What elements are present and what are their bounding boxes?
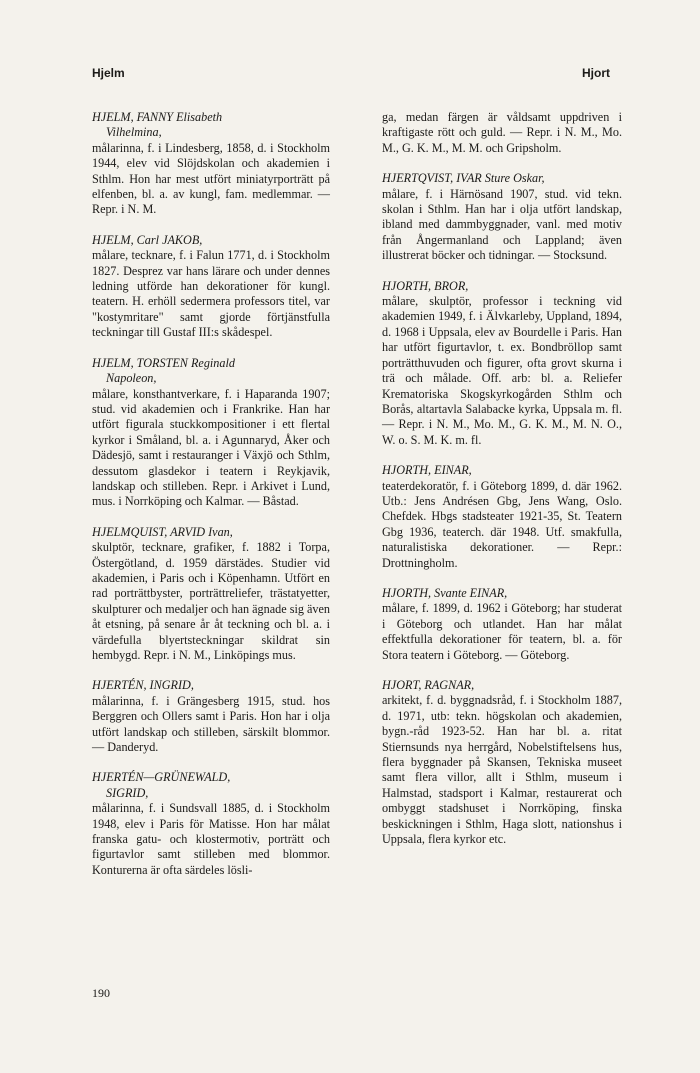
entry — [382, 463, 622, 571]
entry-text: målarinna, f. i Sundsvall 1885, d. i Stockholm 1948, elev i Paris för Matisse. Hon har målat franska gatu- och klostermotiv, porträtt och figurtavlor samt stilleben med blommor. Konturerna är ofta särdeles lösli- — [92, 801, 330, 877]
entry-text: arkitekt, f. d. byggnadsråd, f. i Stockholm 1887, d. 1971, utb: tekn. högskolan och akademien, bygn.-råd 1923-52. Han har bl. a. ritat Stiernsunds nya herrgård, Nobelstiftelsens hus, flera byggnader på Skansen, Tekniska museet samt flera villor, allt i Sthlm, museum i Halmstad, stadsport i Kalmar, restaurerat och ombyggt stadshuset i Norrköping, finska beskickningen i Sthlm, Haga slott, nationshus i Uppsala, flera kyrkor etc. — [382, 693, 622, 847]
entry-heading: HJORT, RAGNAR, — [382, 678, 475, 692]
entry — [382, 678, 622, 847]
entry — [92, 110, 330, 218]
entry-heading: HJELM, TORSTEN Reginald Napoleon, — [92, 355, 235, 386]
entry — [92, 525, 330, 664]
entry — [382, 279, 622, 448]
entry — [382, 586, 622, 663]
entry-heading: HJERTÉN, INGRID, — [92, 678, 194, 693]
running-head-left: Hjelm — [92, 66, 125, 80]
entry-heading: HJERTÉN—GRÜNEWALD, SIGRID, — [92, 770, 231, 800]
left-column — [92, 110, 330, 893]
continued-text: ga, medan färgen är våldsamt uppdriven i kraftigaste rött och guld. — Repr. i N. M., Mo. M., G. K. M., M. M. och Gripsholm. — [382, 110, 622, 155]
entry-heading: HJORTH, EINAR, — [382, 463, 472, 478]
entry-text: målare, f. 1899, d. 1962 i Göteborg; har studerat i Göteborg och utlandet. Han har målat effektfulla dekorationer för teatern, bl. a. för Stora teatern i Göteborg. — Göteborg. — [382, 601, 622, 662]
entry-text: målare, skulptör, professor i teckning vid akademien 1949, f. i Älvkarleby, Uppland, 1894, d. 1968 i Uppsala, elev av Bourdelle i Paris. Han har utfört figurtavlor, t. ex. Bondbröllop samt porträtthuvuden och figurer, ofta grovt skurna i trä och målade. Off. arb: bl. a. Reliefer Krematoriska Skogskyrkogården Sthlm och Borås, altartavla Salabacke kyrka, Uppsala m. fl. — Repr. i N. M., Mo. M., G. K. M., M. N. O., W. o. S. M. K. m. fl. — [382, 294, 622, 447]
entry — [92, 356, 330, 510]
right-column — [382, 110, 622, 862]
entry-text: målarinna, f. i Grängesberg 1915, stud. hos Berggren och Ollers samt i Paris. Hon har i olja utfört landskap och stilleben, särskilt blommor. — Danderyd. — [92, 693, 330, 755]
entry — [92, 678, 330, 755]
entry-heading: HJERTQVIST, IVAR Sture Oskar, — [382, 171, 545, 186]
entry — [92, 770, 330, 878]
entry-text: målare, tecknare, f. i Falun 1771, d. i Stockholm 1827. Desprez var hans lärare och under dennes ledning utförde han dekorationer för kungl. teatern. H. erhöll sedermera professors titel, var "kostymritare" samt gjorde förtjänstfulla teckningar till Gustaf III:s skådespel. — [92, 248, 330, 340]
entry-text: målarinna, f. i Lindesberg, 1858, d. i Stockholm 1944, elev vid Slöjdskolan och akademien i Sthlm. Hon har mest utfört miniatyrporträtt på elfenben, bl. a. av kungl, fam. medlemmar. — Repr. i N. M. — [92, 140, 330, 217]
entry — [382, 171, 622, 263]
entry-text: målare, f. i Härnösand 1907, stud. vid tekn. skolan i Sthlm. Han har i olja utfört landskap, ibland med dammbyggnader, vanl. med motiv från Ångermanland och Lappland; även illustrerat böcker och tidningar. — Stocksund. — [382, 186, 622, 263]
running-head-right: Hjort — [582, 66, 610, 80]
entry-heading: HJELM, Carl JAKOB, — [92, 232, 203, 247]
entry-heading: HJORTH, Svante EINAR, — [382, 585, 508, 600]
entry-heading: HJELM, FANNY Elisabeth Vilhelmina, — [92, 110, 223, 140]
entry-text: teaterdekoratör, f. i Göteborg 1899, d. där 1962. Utb.: Jens Andrésen Gbg, Jens Wang, Oslo. Chefdek. Hbgs stadsteater 1921-35, St. Teatern Gbg 1936, teaterch. där 1948. Utf. smakfulla, naturalistiska dekorationer. — Repr.: Drottningholm. — [382, 478, 622, 570]
entry-text: målare, konsthantverkare, f. i Haparanda 1907; stud. vid akademien och i Frankrike. Han har utfört figurala stuckkompositioner i ett flertal kyrkor i Småland, bl. a. i Agunnaryd, Åker och Dädesjö, samt i restauranger i Växjö och Sthlm, dessutom glasdekor i teatern i Reykjavik, landskap och stilleben. Repr. i Arkivet i Lund, mus. i Norrköping och Kalmar. — Båstad. — [92, 386, 330, 509]
entry-heading: HJORTH, BROR, — [382, 278, 469, 293]
page-number: 190 — [92, 986, 110, 1000]
entry-text: skulptör, tecknare, grafiker, f. 1882 i Torpa, Östergötland, d. 1959 därstädes. Studier vid akademien, i Paris och i Köpenhamn. Utfört en rad porträttbyster, porträttreliefer, trästatyetter, skulpturer och medaljer och han ägnade sig även åt etsning, på senare år åt teckning och bl. a. i värdefulla blyertsteckningar skildrat sin hembygd. Repr. i N. M., Linköpings mus. — [92, 540, 330, 662]
entry — [92, 233, 330, 341]
entry-heading: HJELMQUIST, ARVID Ivan, — [92, 524, 233, 539]
